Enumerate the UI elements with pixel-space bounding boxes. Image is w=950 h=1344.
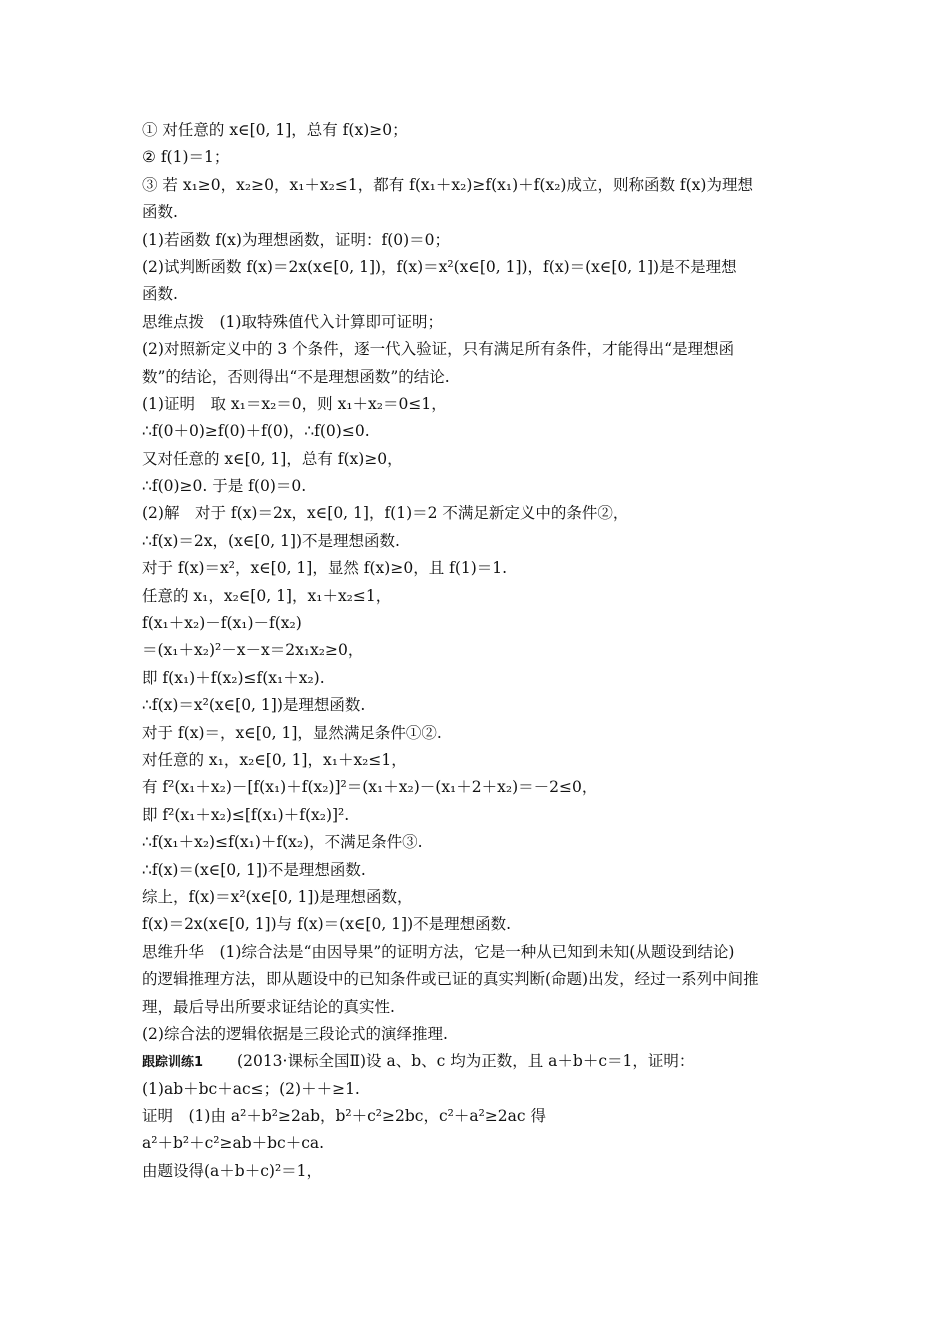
solution-line: 对任意的 x₁，x₂∈[0, 1]，x₁＋x₂≤1，	[142, 750, 407, 769]
solution-line: ∴f(x)＝2x，(x∈[0, 1])不是理想函数.	[142, 531, 400, 550]
solution-line: ∴f(x)＝x²(x∈[0, 1])是理想函数.	[142, 696, 366, 715]
solution-line: 即 f²(x₁＋x₂)≤[f(x₁)＋f(x₂)]².	[142, 805, 350, 824]
text-line: 数”的结论，否则得出“不是理想函数”的结论.	[142, 367, 450, 386]
insight-line: 理，最后导出所要求证结论的真实性.	[142, 997, 395, 1016]
insight-line: 思维升华 (1)综合法是“由因导果”的证明方法，它是一种从已知到未知(从题设到结论)	[142, 942, 735, 961]
question-1: (1)若函数 f(x)为理想函数，证明：f(0)＝0；	[142, 230, 451, 249]
solution-line: ∴f(x)＝(x∈[0, 1])不是理想函数.	[142, 860, 366, 879]
practice-line: 由题设得(a＋b＋c)²＝1，	[142, 1161, 323, 1180]
text-line: 函数.	[142, 203, 178, 222]
condition-3: ③ 若 x₁≥0，x₂≥0，x₁＋x₂≤1，都有 f(x₁＋x₂)≥f(x₁)＋f(x₂)成立，则称函数 f(x)为理想	[142, 175, 753, 194]
solution-line: 对于 f(x)＝x²，x∈[0, 1]，显然 f(x)≥0，且 f(1)＝1.	[142, 559, 508, 578]
proof-line: 又对任意的 x∈[0, 1]，总有 f(x)≥0，	[142, 449, 403, 468]
proof-line: ∴f(0＋0)≥f(0)＋f(0)，∴f(0)≤0.	[142, 422, 370, 441]
question-2: (2)试判断函数 f(x)＝2x(x∈[0, 1])，f(x)＝x²(x∈[0, 1])，f(x)＝(x∈[0, 1])是不是理想	[142, 257, 737, 276]
solution-line: 任意的 x₁，x₂∈[0, 1]，x₁＋x₂≤1，	[142, 586, 392, 605]
solution-line: 对于 f(x)＝，x∈[0, 1]，显然满足条件①②.	[142, 723, 442, 742]
practice-label: 跟踪训练1	[142, 1055, 204, 1071]
solution-line: 即 f(x₁)＋f(x₂)≤f(x₁＋x₂).	[142, 668, 325, 687]
solution-line: 有 f²(x₁＋x₂)－[f(x₁)＋f(x₂)]²＝(x₁＋x₂)－(x₁＋2＋x₂)＝－2≤0，	[142, 778, 598, 797]
practice-line: (1)ab＋bc＋ac≤；(2)＋＋≥1.	[142, 1079, 360, 1098]
solution-line: f(x₁＋x₂)－f(x₁)－f(x₂)	[142, 614, 302, 633]
text-line: (2)对照新定义中的 3 个条件，逐一代入验证，只有满足所有条件，才能得出“是理想函	[142, 340, 735, 359]
hint-heading: 思维点拨 (1)取特殊值代入计算即可证明；	[142, 312, 443, 331]
solution-line: ∴f(x₁＋x₂)≤f(x₁)＋f(x₂)，不满足条件③.	[142, 833, 423, 852]
text-line: 函数.	[142, 285, 178, 304]
solution-line: ＝(x₁＋x₂)²－x－x＝2x₁x₂≥0，	[142, 641, 364, 660]
document-body	[142, 117, 822, 1185]
insight-line: (2)综合法的逻辑依据是三段论式的演绎推理.	[142, 1024, 448, 1043]
proof-line: (1)证明 取 x₁＝x₂＝0，则 x₁＋x₂＝0≤1，	[142, 394, 447, 413]
summary-line: 综上，f(x)＝x²(x∈[0, 1])是理想函数，	[142, 887, 413, 906]
insight-line: 的逻辑推理方法，即从题设中的已知条件或已证的真实判断(命题)出发，经过一系列中间推	[142, 970, 759, 989]
practice-heading	[142, 1048, 822, 1075]
practice-line: a²＋b²＋c²≥ab＋bc＋ca.	[142, 1134, 325, 1153]
summary-line: f(x)＝2x(x∈[0, 1])与 f(x)＝(x∈[0, 1])不是理想函数.	[142, 915, 512, 934]
proof-line: ∴f(0)≥0. 于是 f(0)＝0.	[142, 477, 307, 496]
practice-line: 证明 (1)由 a²＋b²≥2ab，b²＋c²≥2bc，c²＋a²≥2ac 得	[142, 1107, 547, 1126]
solution-line: (2)解 对于 f(x)＝2x，x∈[0, 1]，f(1)＝2 不满足新定义中的条件②，	[142, 504, 629, 523]
practice-text: (2013·课标全国Ⅱ)设 a、b、c 均为正数，且 a＋b＋c＝1，证明：	[237, 1052, 695, 1071]
condition-1: ① 对任意的 x∈[0, 1]，总有 f(x)≥0；	[142, 121, 408, 139]
condition-2: ② f(1)＝1；	[142, 148, 230, 167]
